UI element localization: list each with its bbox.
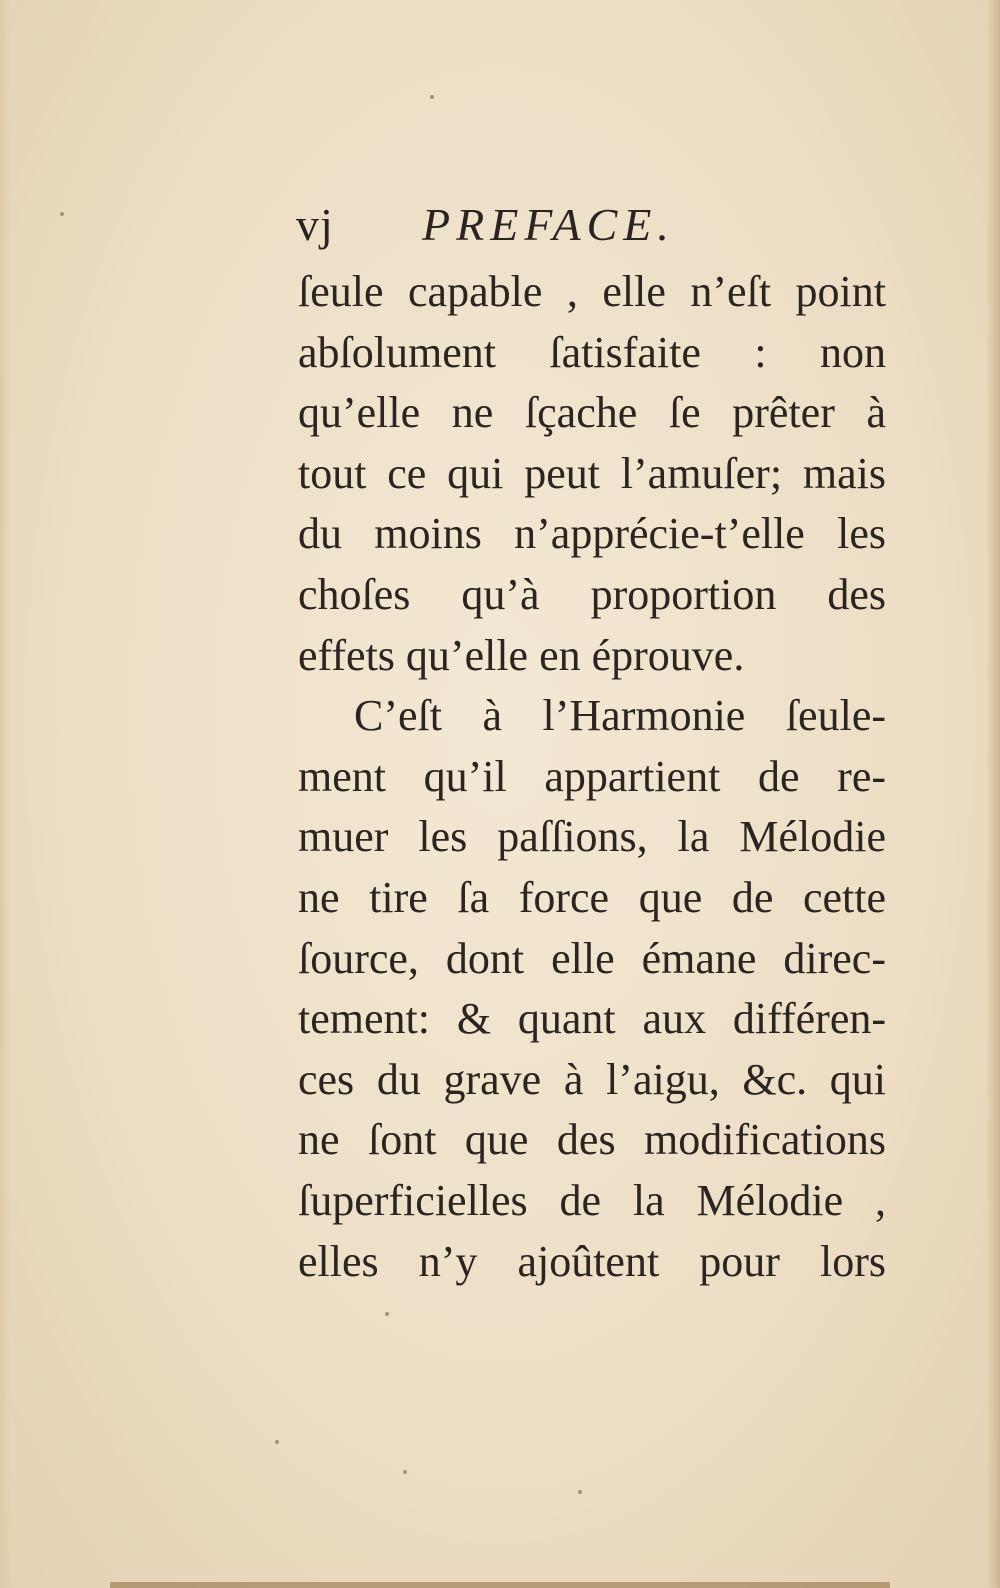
paper-speck bbox=[430, 95, 434, 99]
text-line: ces du grave à l’aigu, &c. qui bbox=[298, 1054, 886, 1104]
page-number: vj bbox=[296, 199, 334, 250]
running-title: PREFACE. bbox=[422, 199, 675, 250]
text-line: ſuperficielles de la Mélodie , bbox=[298, 1175, 886, 1225]
text-line: qu’elle ne ſçache ſe prêter à bbox=[298, 388, 886, 438]
text-line: ne ſont que des modifications bbox=[298, 1115, 886, 1165]
text-line: tout ce qui peut l’amuſer; mais bbox=[298, 448, 886, 498]
text-line: choſes qu’à proportion des bbox=[298, 569, 886, 619]
text-line: ment qu’il appartient de re- bbox=[298, 751, 886, 801]
page-edge-right bbox=[986, 0, 1000, 1588]
page-edge-left bbox=[0, 0, 10, 1588]
paragraph-end-line: effets qu’elle en éprouve. bbox=[298, 630, 745, 680]
running-head bbox=[296, 198, 896, 258]
text-line: abſolument ſatisfaite : non bbox=[298, 327, 886, 377]
text-line: ſeule capable , elle n’eſt point bbox=[298, 267, 886, 316]
text-line: ſource, dont elle émane direc- bbox=[298, 933, 886, 983]
paper-speck bbox=[578, 1490, 582, 1494]
page-edge-bottom bbox=[110, 1582, 890, 1588]
text-line: muer les paſſions, la Mélodie bbox=[298, 812, 886, 862]
paper-speck bbox=[385, 1312, 389, 1316]
body-text bbox=[298, 262, 886, 1292]
text-line: du moins n’apprécie-t’elle les bbox=[298, 509, 886, 559]
paper-speck bbox=[275, 1440, 279, 1444]
paper-speck bbox=[60, 212, 64, 216]
paragraph-start-line: C’eſt à l’Harmonie ſeule- bbox=[354, 691, 886, 741]
text-line: tement: & quant aux différen- bbox=[298, 994, 886, 1044]
paper-speck bbox=[403, 1470, 407, 1474]
text-line: ne tire ſa force que de cette bbox=[298, 872, 886, 922]
text-line: elles n’y ajoûtent pour lors bbox=[298, 1236, 886, 1286]
